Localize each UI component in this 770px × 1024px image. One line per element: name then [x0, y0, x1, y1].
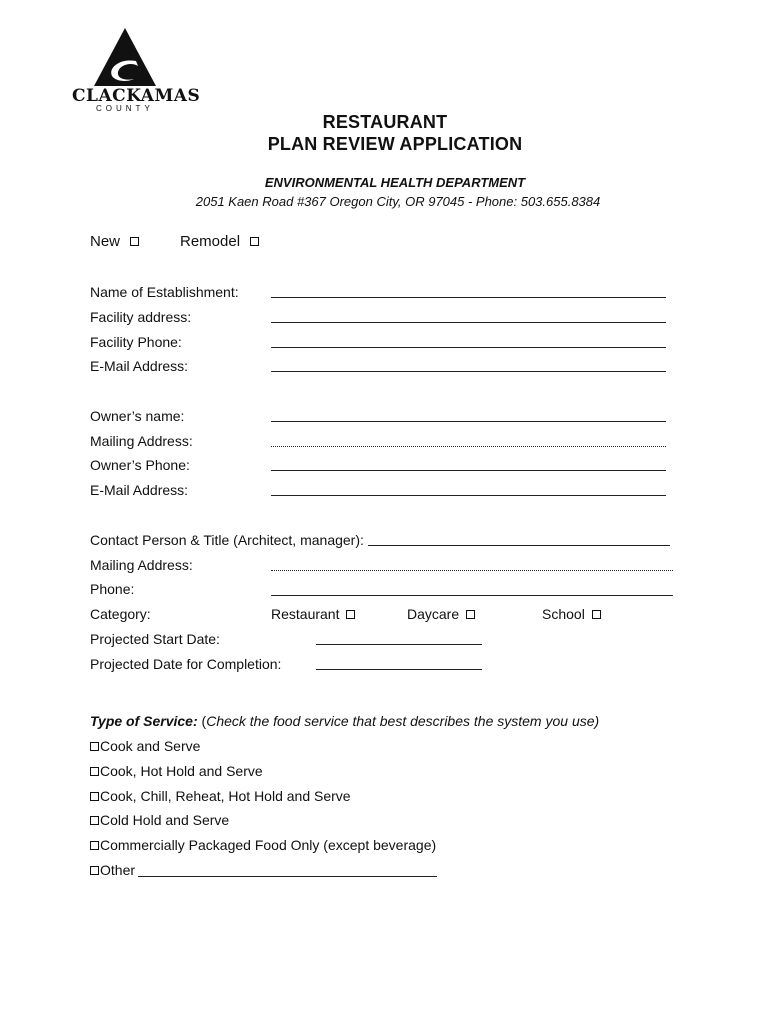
category-restaurant-label: Restaurant — [271, 606, 340, 622]
start-date-field[interactable] — [316, 644, 482, 645]
service-cook-serve-checkbox[interactable] — [90, 742, 99, 751]
completion-date-label: Projected Date for Completion: — [90, 656, 282, 672]
service-packaged-label: Commercially Packaged Food Only (except beverage) — [100, 837, 437, 853]
contact-mailing-label: Mailing Address: — [90, 557, 193, 573]
contact-phone-label: Phone: — [90, 581, 135, 597]
service-cold-hold-checkbox[interactable] — [90, 816, 99, 825]
service-option-packaged[interactable] — [90, 837, 436, 853]
owner-mailing-field[interactable] — [271, 446, 666, 447]
title-line-1: RESTAURANT — [322, 112, 448, 132]
start-date-label: Projected Start Date: — [90, 631, 220, 647]
logo-sub: COUNTY — [96, 104, 154, 113]
department-address: 2051 Kaen Road #367 Oregon City, OR 97045 - Phone: 503.655.8384 — [195, 194, 601, 209]
service-option-other[interactable] — [90, 862, 135, 878]
facility-phone-label: Facility Phone: — [90, 334, 182, 350]
service-hot-hold-checkbox[interactable] — [90, 767, 99, 776]
new-option[interactable] — [90, 233, 139, 250]
category-restaurant[interactable] — [271, 606, 355, 622]
owner-email-field[interactable] — [271, 495, 666, 496]
owner-name-label: Owner’s name: — [90, 408, 185, 424]
facility-address-field[interactable] — [271, 322, 666, 323]
facility-address-label: Facility address: — [90, 309, 192, 325]
remodel-label: Remodel — [180, 233, 241, 250]
county-logo-mark — [90, 26, 160, 88]
owner-name-field[interactable] — [271, 421, 666, 422]
owner-phone-label: Owner’s Phone: — [90, 457, 190, 473]
category-daycare-label: Daycare — [407, 606, 460, 622]
service-option-cook-serve[interactable] — [90, 738, 200, 754]
service-heading-row — [90, 713, 599, 729]
department-name: ENVIRONMENTAL HEALTH DEPARTMENT — [264, 175, 526, 190]
new-checkbox[interactable] — [130, 237, 139, 246]
establishment-email-field[interactable] — [271, 371, 666, 372]
establishment-name-label: Name of Establishment: — [90, 284, 239, 300]
service-other-field[interactable] — [138, 876, 437, 877]
owner-phone-field[interactable] — [271, 470, 666, 471]
contact-phone-field[interactable] — [271, 595, 673, 596]
category-restaurant-checkbox[interactable] — [346, 610, 355, 619]
service-heading: Type of Service: — [90, 713, 198, 729]
remodel-option[interactable] — [180, 233, 259, 250]
service-packaged-checkbox[interactable] — [90, 841, 99, 850]
establishment-name-field[interactable] — [271, 297, 666, 298]
facility-phone-field[interactable] — [271, 347, 666, 348]
service-instruction-open: ( — [197, 713, 207, 729]
service-chill-reheat-label: Cook, Chill, Reheat, Hot Hold and Serve — [100, 788, 351, 804]
service-option-cold-hold[interactable] — [90, 812, 229, 828]
service-option-hot-hold[interactable] — [90, 763, 263, 779]
new-label: New — [90, 233, 121, 250]
contact-person-label: Contact Person & Title (Architect, manager): — [90, 532, 364, 548]
owner-email-label: E-Mail Address: — [90, 482, 189, 498]
category-school-label: School — [542, 606, 585, 622]
contact-mailing-field[interactable] — [271, 570, 673, 571]
service-hot-hold-label: Cook, Hot Hold and Serve — [100, 763, 263, 779]
owner-mailing-label: Mailing Address: — [90, 433, 193, 449]
category-daycare-checkbox[interactable] — [466, 610, 475, 619]
service-instruction: Check the food service that best describes the system you use) — [206, 713, 600, 729]
service-other-label: Other — [100, 862, 136, 878]
category-school-checkbox[interactable] — [592, 610, 601, 619]
completion-date-field[interactable] — [316, 669, 482, 670]
service-chill-reheat-checkbox[interactable] — [90, 792, 99, 801]
service-other-checkbox[interactable] — [90, 866, 99, 875]
category-school[interactable] — [542, 606, 601, 622]
service-option-chill-reheat[interactable] — [90, 788, 351, 804]
service-cold-hold-label: Cold Hold and Serve — [100, 812, 230, 828]
contact-person-field[interactable] — [368, 545, 670, 546]
category-label: Category: — [90, 606, 151, 622]
service-cook-serve-label: Cook and Serve — [100, 738, 201, 754]
logo-name: CLACKAMAS — [72, 86, 201, 106]
establishment-email-label: E-Mail Address: — [90, 358, 189, 374]
title-line-2: PLAN REVIEW APPLICATION — [267, 134, 523, 154]
remodel-checkbox[interactable] — [250, 237, 259, 246]
category-daycare[interactable] — [407, 606, 475, 622]
